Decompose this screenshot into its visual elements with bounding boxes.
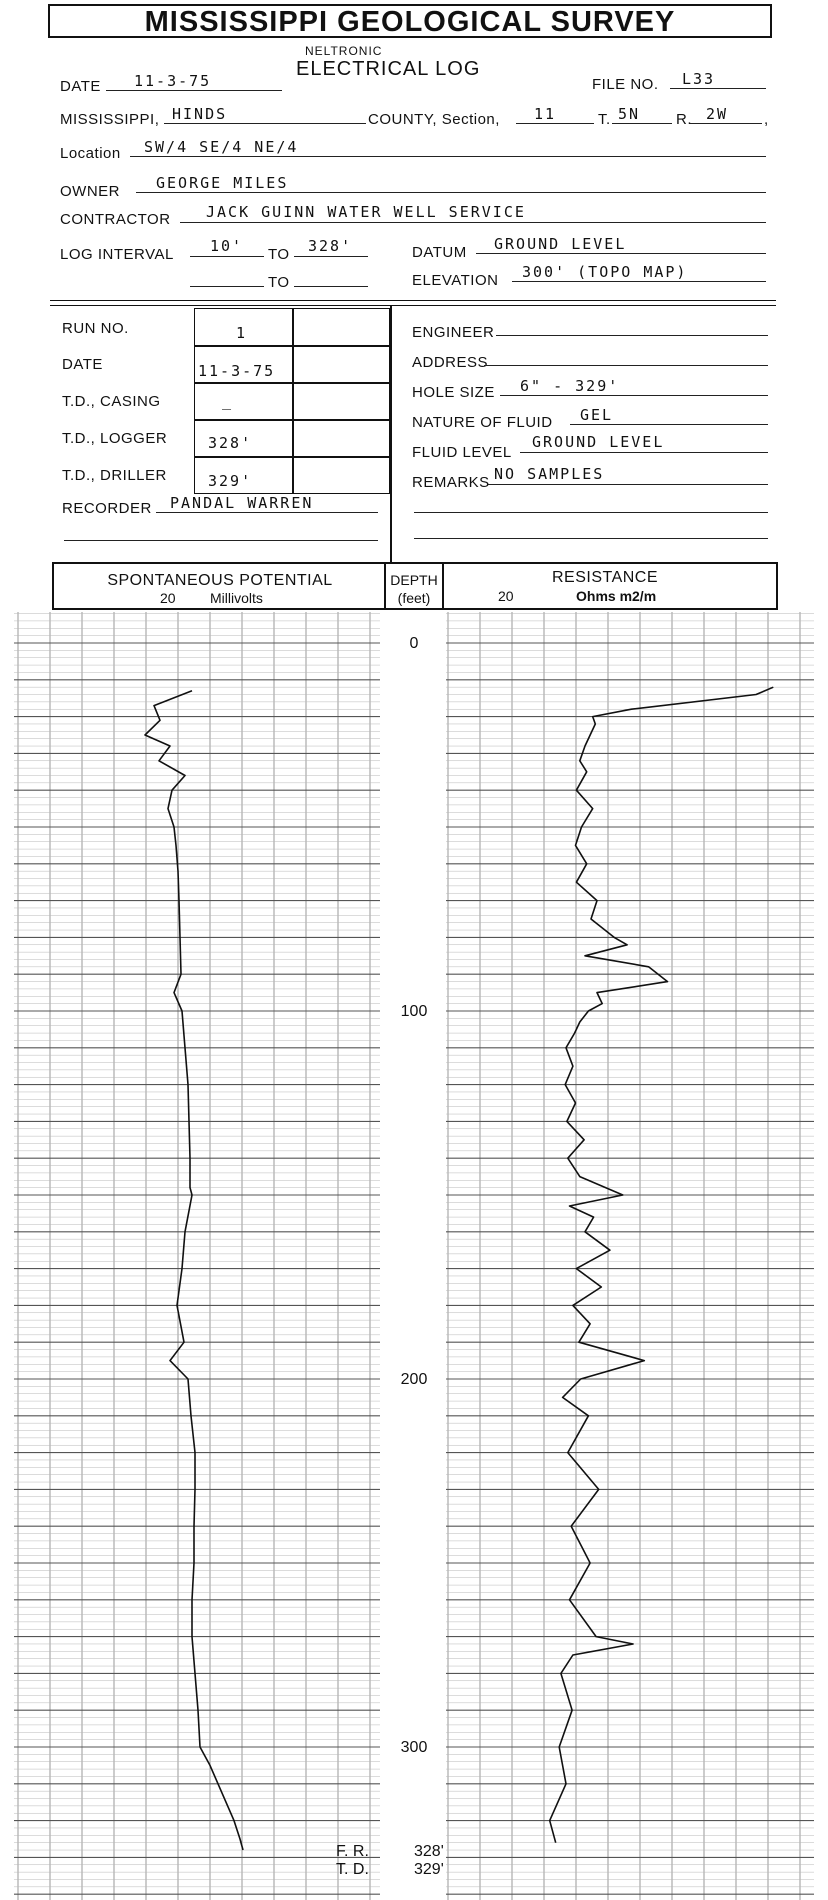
elevation-line bbox=[512, 281, 766, 282]
double-rule bbox=[50, 300, 776, 306]
owner-value: GEORGE MILES bbox=[156, 174, 289, 192]
recorder-line bbox=[156, 512, 378, 513]
depth-tick-label: 300 bbox=[400, 1739, 428, 1756]
res-title: RESISTANCE bbox=[551, 569, 659, 586]
elevation-label: ELEVATION bbox=[412, 272, 499, 289]
state-label: MISSISSIPPI, bbox=[60, 111, 160, 128]
depth-tick-label: 200 bbox=[400, 1371, 428, 1388]
file-label: FILE NO. bbox=[592, 76, 659, 93]
run-table-col bbox=[292, 308, 294, 494]
depth-ticks bbox=[401, 635, 428, 1756]
section-line bbox=[516, 123, 594, 124]
contractor-value: JACK GUINN WATER WELL SERVICE bbox=[206, 203, 526, 221]
address-line bbox=[484, 365, 768, 366]
interval-from: 10' bbox=[210, 237, 244, 255]
run-label: RUN NO. bbox=[62, 320, 129, 337]
level-label: FLUID LEVEL bbox=[412, 444, 512, 461]
interval2-to-line bbox=[294, 286, 368, 287]
run-value: 1 bbox=[236, 324, 248, 342]
interval-to: 328' bbox=[308, 237, 353, 255]
fluid-line bbox=[570, 424, 768, 425]
r-value: 2W bbox=[706, 105, 729, 123]
remarks-value: NO SAMPLES bbox=[494, 465, 605, 483]
location-label: Location bbox=[60, 145, 121, 162]
depth-tick-label: 0 bbox=[409, 635, 419, 652]
section-value: 11 bbox=[534, 105, 557, 123]
owner-label: OWNER bbox=[60, 183, 120, 200]
bottom-note-value: 328' bbox=[414, 1843, 444, 1861]
sp-title: SPONTANEOUS POTENTIAL bbox=[107, 572, 333, 589]
remarks-line-3 bbox=[414, 538, 768, 539]
datum-label: DATUM bbox=[412, 244, 467, 261]
file-value: L33 bbox=[682, 70, 716, 88]
driller-value: 329' bbox=[208, 472, 253, 490]
file-line bbox=[670, 88, 766, 89]
bottom-note-label: F. R. bbox=[336, 1843, 369, 1861]
sp-curve bbox=[145, 691, 243, 1850]
bottom-note-label: T. D. bbox=[336, 1861, 369, 1879]
contractor-label: CONTRACTOR bbox=[60, 211, 171, 228]
sp-scale: 20 bbox=[160, 590, 176, 606]
interval-from-line bbox=[190, 256, 264, 257]
county-line bbox=[164, 123, 366, 124]
location-value: SW/4 SE/4 NE/4 bbox=[144, 138, 299, 156]
owner-line bbox=[136, 192, 766, 193]
run-table-row bbox=[194, 419, 390, 421]
fluid-label: NATURE OF FLUID bbox=[412, 414, 553, 431]
hole-line bbox=[500, 395, 768, 396]
sp-unit: Millivolts bbox=[210, 590, 263, 606]
center-divider bbox=[390, 306, 392, 562]
hole-value: 6" - 329' bbox=[520, 377, 620, 395]
datum-line bbox=[476, 253, 766, 254]
res-unit: Ohms m2/m bbox=[576, 588, 657, 604]
recorder-value: PANDAL WARREN bbox=[170, 494, 314, 512]
date-value: 11-3-75 bbox=[134, 72, 212, 90]
log-title: ELECTRICAL LOG bbox=[296, 58, 481, 80]
interval-to-line bbox=[294, 256, 368, 257]
remarks-line bbox=[488, 484, 768, 485]
interval2-to-label: TO bbox=[268, 274, 290, 291]
blank-line bbox=[64, 540, 378, 541]
driller-label: T.D., DRILLER bbox=[62, 467, 167, 484]
logger-label: T.D., LOGGER bbox=[62, 430, 168, 447]
run-table-row bbox=[194, 345, 390, 347]
electrical-log-chart bbox=[0, 612, 828, 1900]
contractor-line bbox=[180, 222, 766, 223]
date-label: DATE bbox=[60, 78, 101, 95]
r-comma: , bbox=[764, 111, 769, 128]
recorder-label: RECORDER bbox=[62, 500, 152, 517]
track-header-divider bbox=[442, 562, 444, 610]
depth-unit: (feet) bbox=[397, 590, 431, 606]
interval-label: LOG INTERVAL bbox=[60, 246, 174, 263]
casing-value: _ bbox=[222, 392, 234, 410]
logger-value: 328' bbox=[208, 434, 253, 452]
t-value: 5N bbox=[618, 105, 641, 123]
elevation-value: 300' (TOPO MAP) bbox=[522, 263, 688, 281]
level-value: GROUND LEVEL bbox=[532, 433, 665, 451]
address-label: ADDRESS bbox=[412, 354, 489, 371]
fluid-value: GEL bbox=[580, 406, 614, 424]
run-table-row bbox=[194, 382, 390, 384]
resistance-curve bbox=[550, 687, 774, 1843]
engineer-line bbox=[496, 335, 768, 336]
date-line bbox=[106, 90, 282, 91]
level-line bbox=[520, 452, 768, 453]
depth-title: DEPTH bbox=[390, 572, 438, 588]
casing-label: T.D., CASING bbox=[62, 393, 161, 410]
log-grid bbox=[14, 612, 814, 1900]
location-line bbox=[130, 156, 766, 157]
run-date-value: 11-3-75 bbox=[198, 362, 276, 380]
t-label: T. bbox=[598, 111, 611, 128]
datum-value: GROUND LEVEL bbox=[494, 235, 627, 253]
bottom-note-value: 329' bbox=[414, 1861, 444, 1879]
r-label: R. bbox=[676, 111, 692, 128]
survey-title: MISSISSIPPI GEOLOGICAL SURVEY bbox=[48, 4, 772, 38]
interval-to-label: TO bbox=[268, 246, 290, 263]
hole-label: HOLE SIZE bbox=[412, 384, 495, 401]
remarks-label: REMARKS bbox=[412, 474, 490, 491]
res-scale: 20 bbox=[498, 588, 514, 604]
interval2-from-line bbox=[190, 286, 264, 287]
run-date-label: DATE bbox=[62, 356, 103, 373]
county-label: COUNTY, Section, bbox=[368, 111, 500, 128]
bottom-notes bbox=[336, 1843, 444, 1878]
subtitle: NELTRONIC bbox=[305, 44, 383, 58]
county-name: HINDS bbox=[172, 105, 228, 123]
run-table-row bbox=[194, 456, 390, 458]
engineer-label: ENGINEER bbox=[412, 324, 495, 341]
depth-tick-label: 100 bbox=[400, 1003, 428, 1020]
remarks-line-2 bbox=[414, 512, 768, 513]
t-line bbox=[612, 123, 672, 124]
r-line bbox=[690, 123, 762, 124]
